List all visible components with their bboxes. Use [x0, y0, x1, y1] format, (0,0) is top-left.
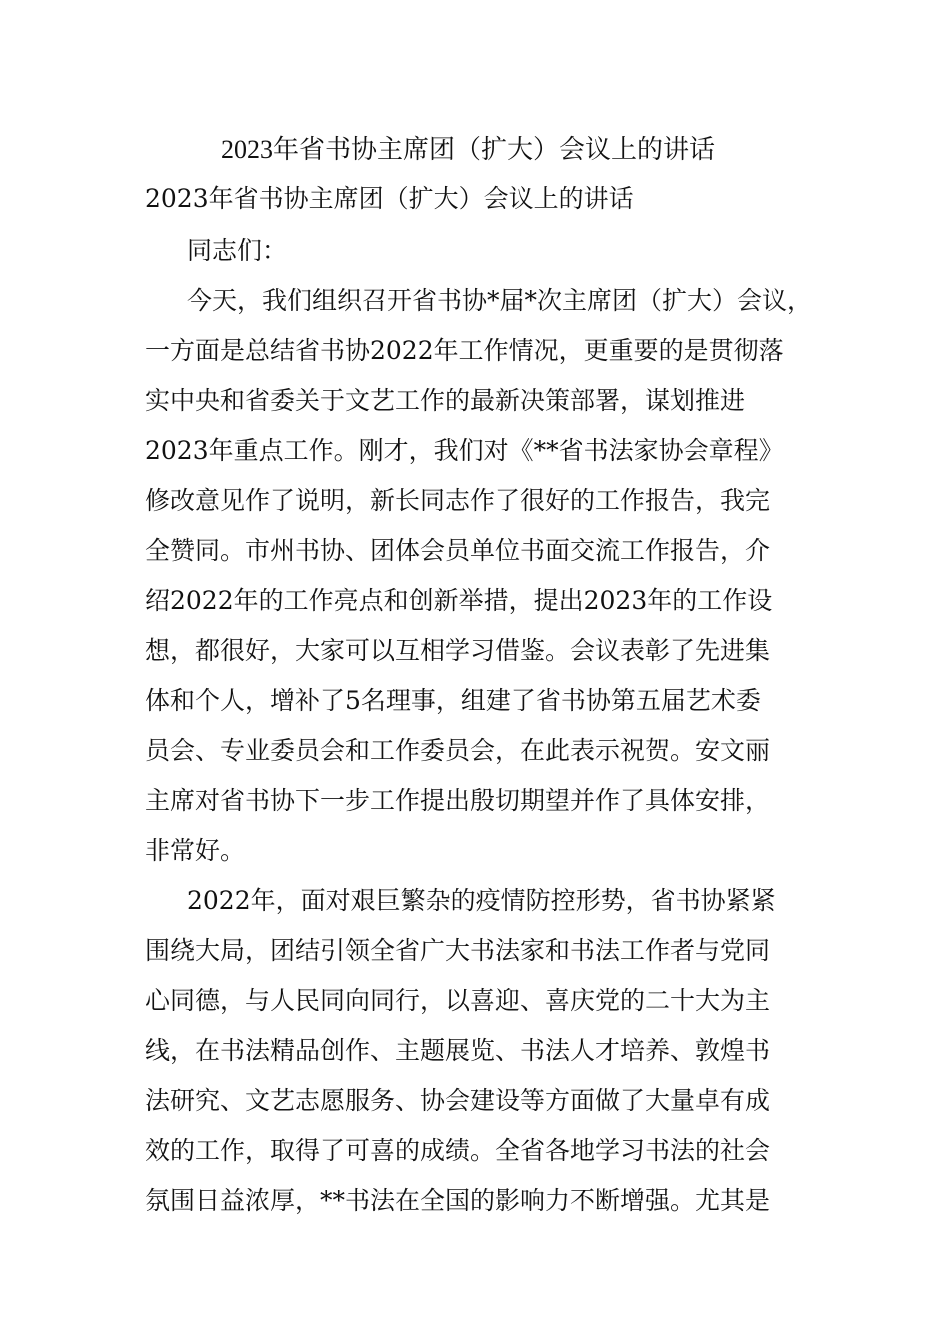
paragraph-line: 一方面是总结省书协2022年工作情况，更重要的是贯彻落	[145, 336, 784, 365]
paragraph-line: 非常好。	[145, 836, 246, 865]
document-title: 2023年省书协主席团（扩大）会议上的讲话	[221, 135, 716, 164]
paragraph-line: 法研究、文艺志愿服务、协会建设等方面做了大量卓有成	[145, 1086, 771, 1115]
paragraph-line: 围绕大局，团结引领全省广大书法家和书法工作者与党同	[145, 936, 771, 965]
paragraph-line: 修改意见作了说明，新长同志作了很好的工作报告，我完	[145, 486, 771, 515]
paragraph-line: 效的工作，取得了可喜的成绩。全省各地学习书法的社会	[145, 1136, 771, 1165]
paragraph-line: 绍2022年的工作亮点和创新举措，提出2023年的工作设	[145, 586, 773, 615]
paragraph-line: 实中央和省委关于文艺工作的最新决策部署，谋划推进	[145, 386, 746, 415]
document-subtitle: 2023年省书协主席团（扩大）会议上的讲话	[145, 184, 634, 213]
paragraph-line: 心同德，与人民同向同行，以喜迎、喜庆党的二十大为主	[145, 986, 771, 1015]
paragraph-line: 体和个人，增补了5名理事，组建了省书协第五届艺术委	[145, 686, 761, 715]
paragraph-line: 今天，我们组织召开省书协*届*次主席团（扩大）会议，	[187, 286, 813, 315]
paragraph-line: 员会、专业委员会和工作委员会，在此表示祝贺。安文丽	[145, 736, 771, 765]
paragraph-line: 线，在书法精品创作、主题展览、书法人才培养、敦煌书	[145, 1036, 771, 1065]
paragraph-line: 主席对省书协下一步工作提出殷切期望并作了具体安排，	[145, 786, 771, 815]
paragraph-line: 2023年重点工作。刚才，我们对《**省书法家协会章程》	[145, 436, 784, 465]
paragraph-line: 全赞同。市州书协、团体会员单位书面交流工作报告，介	[145, 536, 771, 565]
paragraph-line: 想，都很好，大家可以互相学习借鉴。会议表彰了先进集	[145, 636, 771, 665]
paragraph-line: 2022年，面对艰巨繁杂的疫情防控形势，省书协紧紧	[187, 886, 776, 915]
paragraph-line: 氛围日益浓厚，**书法在全国的影响力不断增强。尤其是	[145, 1186, 771, 1215]
salutation: 同志们：	[187, 236, 288, 265]
